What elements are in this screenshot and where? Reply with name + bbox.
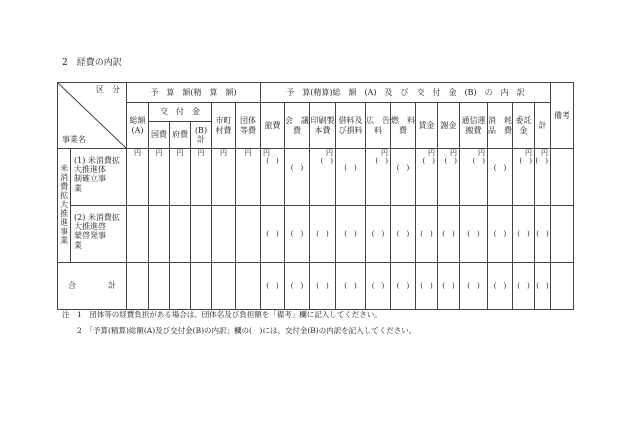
project-name-1: (1) 米消費拡 大推進体 制確立事 業: [71, 149, 127, 206]
unit-label: 円: [326, 149, 333, 157]
header-reward: 謝金: [438, 103, 460, 149]
paren-placeholder: ( ): [285, 263, 310, 310]
header-breakdown: 予 算(精算)総 額 (A) 及 び 交 付 金 (B) の 内 訳: [261, 83, 551, 103]
paren-placeholder: ( ): [488, 149, 513, 206]
paren-placeholder: ( ): [391, 263, 416, 310]
unit-label: 円: [525, 149, 532, 157]
header-remarks: 備考: [551, 83, 574, 149]
unit-label: 円: [212, 149, 236, 206]
header-prefectural: 府費: [170, 122, 191, 149]
paren-placeholder: ( ): [460, 206, 488, 263]
unit-label: 円: [263, 149, 270, 157]
project-name-2: (2) 米消費拡 大推進啓 蒙啓発事 業: [71, 206, 127, 263]
paren-placeholder: ( ): [336, 206, 366, 263]
paren-placeholder: ( ): [416, 263, 438, 310]
header-organization: 団体 等費: [236, 103, 261, 149]
paren-placeholder: ( ): [285, 206, 310, 263]
paren-placeholder: ( ): [438, 263, 460, 310]
header-meeting: 会 議 費: [285, 103, 310, 149]
remarks-cell[interactable]: [551, 206, 574, 263]
unit-paren-cell: [513, 149, 535, 206]
table-row: [58, 263, 574, 310]
unit-paren-cell: [535, 149, 551, 206]
paren-placeholder: ( ): [391, 206, 416, 263]
paren-placeholder: ( ): [266, 157, 279, 166]
paren-placeholder: ( ): [488, 206, 513, 263]
unit-paren-cell: [261, 149, 285, 206]
paren-placeholder: ( ): [261, 206, 285, 263]
empty-cell[interactable]: [212, 206, 236, 263]
empty-cell[interactable]: [191, 263, 212, 310]
paren-placeholder: ( ): [519, 157, 532, 166]
empty-cell[interactable]: [212, 263, 236, 310]
paren-placeholder: ( ): [535, 157, 548, 166]
notes: [62, 307, 416, 339]
empty-cell[interactable]: [127, 263, 149, 310]
paren-placeholder: ( ): [513, 206, 535, 263]
paren-placeholder: ( ): [336, 149, 366, 206]
side-label: 米消費拡大推進事業: [59, 163, 69, 245]
paren-placeholder: ( ): [366, 263, 391, 310]
paren-placeholder: ( ): [535, 263, 551, 310]
header-budget-amount: 予 算 額(精 算 額): [127, 83, 261, 103]
note-1: 注 1 団体等の経費負担がある場合は、団体名及び負担額を「備考」欄に記入してください。: [62, 310, 382, 319]
header-total-a: 総額 (A): [127, 103, 149, 149]
header-rent: 借料及 び損料: [336, 103, 366, 149]
table-row: [58, 149, 574, 206]
side-label-cell: [58, 149, 71, 263]
table-row: [58, 206, 574, 263]
corner-header-cell: [58, 83, 127, 149]
paren-placeholder: ( ): [375, 157, 388, 166]
header-sum: 計: [535, 103, 551, 149]
budget-table: [57, 82, 574, 310]
unit-label: 円: [428, 149, 435, 157]
header-national: 国費: [149, 122, 170, 149]
empty-cell[interactable]: [170, 263, 191, 310]
remarks-cell[interactable]: [551, 263, 574, 310]
paren-placeholder: ( ): [438, 206, 460, 263]
unit-paren-cell: [366, 149, 391, 206]
unit-paren-cell: [310, 149, 336, 206]
header-grant-group: 交 付 金: [149, 103, 212, 122]
unit-label: 円: [127, 149, 149, 206]
paren-placeholder: ( ): [310, 263, 336, 310]
header-ads: 広 告 料: [366, 103, 391, 149]
remarks-cell[interactable]: [551, 149, 574, 206]
unit-paren-cell: [416, 149, 438, 206]
unit-label: 円: [450, 149, 457, 157]
unit-label: 円: [191, 149, 212, 206]
unit-paren-cell: [460, 149, 488, 206]
header-fuel: 燃 料 費: [391, 103, 416, 149]
paren-placeholder: ( ): [460, 263, 488, 310]
paren-placeholder: ( ): [336, 263, 366, 310]
unit-label: 円: [381, 149, 388, 157]
empty-cell[interactable]: [170, 206, 191, 263]
unit-label: 円: [478, 149, 485, 157]
paren-placeholder: ( ): [513, 263, 535, 310]
empty-cell[interactable]: [236, 206, 261, 263]
total-label: 合 計: [58, 263, 127, 310]
paren-placeholder: ( ): [416, 206, 438, 263]
empty-cell[interactable]: [191, 206, 212, 263]
unit-label: 円: [541, 149, 548, 157]
paren-placeholder: ( ): [310, 206, 336, 263]
paren-placeholder: ( ): [422, 157, 435, 166]
paren-placeholder: ( ): [535, 206, 551, 263]
empty-cell[interactable]: [149, 263, 170, 310]
paren-placeholder: ( ): [261, 263, 285, 310]
paren-placeholder: ( ): [391, 149, 416, 206]
unit-paren-cell: [438, 149, 460, 206]
unit-label: 円: [149, 149, 170, 206]
empty-cell[interactable]: [236, 263, 261, 310]
header-printing: 印刷製 本費: [310, 103, 336, 149]
paren-placeholder: ( ): [488, 263, 513, 310]
header-grant-total: (B) 計: [191, 122, 212, 149]
section-heading: 2 経費の内訳: [62, 58, 122, 68]
header-communication: 通信運 搬費: [460, 103, 488, 149]
unit-label: 円: [236, 149, 261, 206]
paren-placeholder: ( ): [444, 157, 457, 166]
corner-label-category: 区 分: [96, 85, 120, 94]
header-travel: 旅費: [261, 103, 285, 149]
paren-placeholder: ( ): [320, 157, 333, 166]
header-municipal: 市町 村費: [212, 103, 236, 149]
header-supplies: 消 耗 品 費: [488, 103, 513, 149]
corner-label-project-name: 事業名: [62, 134, 86, 144]
note-2: 2 「予算(精算)総額(A)及び交付金(B)の内訳」欄の( )には、交付金(B)の内訳を記入してください。: [62, 326, 417, 335]
unit-label: 円: [170, 149, 191, 206]
paren-placeholder: ( ): [366, 206, 391, 263]
empty-cell[interactable]: [149, 206, 170, 263]
paren-placeholder: ( ): [285, 149, 310, 206]
paren-placeholder: ( ): [472, 157, 485, 166]
header-wages: 賃金: [416, 103, 438, 149]
header-outsourcing: 委託 金: [513, 103, 535, 149]
